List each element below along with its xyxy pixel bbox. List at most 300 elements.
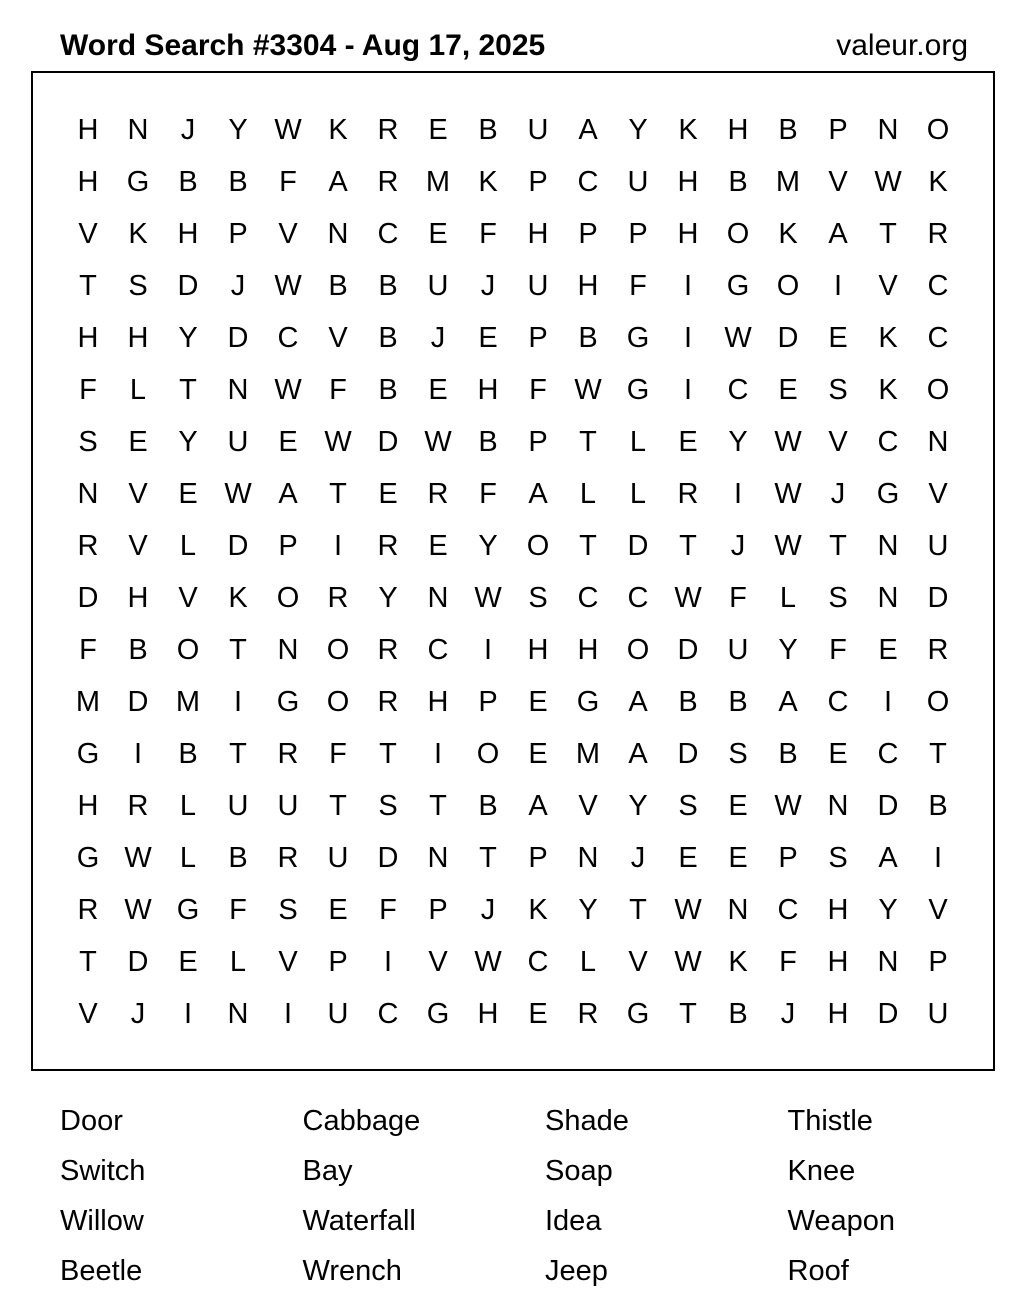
grid-letter[interactable]: C xyxy=(627,581,649,614)
grid-letter[interactable]: R xyxy=(927,633,949,666)
grid-letter[interactable]: H xyxy=(127,581,149,614)
grid-letter[interactable]: G xyxy=(876,477,900,510)
grid-letter[interactable]: H xyxy=(527,217,549,250)
grid-letter[interactable]: G xyxy=(126,165,150,198)
grid-letter[interactable]: E xyxy=(178,945,198,978)
grid-letter[interactable]: V xyxy=(928,893,948,926)
grid-letter[interactable]: W xyxy=(774,477,802,510)
grid-letter[interactable]: J xyxy=(480,269,496,302)
grid-letter[interactable]: C xyxy=(777,893,799,926)
grid-letter[interactable]: O xyxy=(526,529,550,562)
grid-letter[interactable]: R xyxy=(77,529,99,562)
grid-letter[interactable]: G xyxy=(626,321,650,354)
grid-letter[interactable]: W xyxy=(674,581,702,614)
grid-letter[interactable]: H xyxy=(577,269,599,302)
grid-letter[interactable]: W xyxy=(674,945,702,978)
grid-letter[interactable]: C xyxy=(527,945,549,978)
grid-letter[interactable]: P xyxy=(478,685,498,718)
grid-letter[interactable]: R xyxy=(277,841,299,874)
grid-letter[interactable]: F xyxy=(79,633,97,666)
grid-letter[interactable]: E xyxy=(778,373,798,406)
grid-letter[interactable]: B xyxy=(478,113,498,146)
grid-letter[interactable]: V xyxy=(178,581,198,614)
grid-letter[interactable]: H xyxy=(77,165,99,198)
grid-letter[interactable]: K xyxy=(728,945,748,978)
grid-letter[interactable]: P xyxy=(328,945,348,978)
grid-letter[interactable]: K xyxy=(778,217,798,250)
grid-letter[interactable]: T xyxy=(179,373,197,406)
grid-letter[interactable]: L xyxy=(129,373,147,406)
grid-letter[interactable]: W xyxy=(774,789,802,822)
grid-letter[interactable]: A xyxy=(878,841,898,874)
grid-letter[interactable]: B xyxy=(378,269,398,302)
grid-letter[interactable]: V xyxy=(878,269,898,302)
grid-letter[interactable]: C xyxy=(427,633,449,666)
grid-letter[interactable]: S xyxy=(678,789,698,822)
grid-letter[interactable]: B xyxy=(478,789,498,822)
grid-letter[interactable]: C xyxy=(727,373,749,406)
grid-letter[interactable]: B xyxy=(678,685,698,718)
grid-letter[interactable]: V xyxy=(628,945,648,978)
grid-letter[interactable]: C xyxy=(877,737,899,770)
grid-letter[interactable]: R xyxy=(377,685,399,718)
grid-letter[interactable]: E xyxy=(828,321,848,354)
grid-letter[interactable]: F xyxy=(79,373,97,406)
grid-letter[interactable]: B xyxy=(928,789,948,822)
grid-letter[interactable]: R xyxy=(427,477,449,510)
grid-letter[interactable]: M xyxy=(425,165,451,198)
grid-letter[interactable]: Y xyxy=(778,633,798,666)
grid-letter[interactable]: I xyxy=(683,321,693,354)
grid-letter[interactable]: P xyxy=(528,841,548,874)
grid-letter[interactable]: C xyxy=(827,685,849,718)
grid-letter[interactable]: T xyxy=(679,997,697,1030)
grid-letter[interactable]: C xyxy=(927,269,949,302)
grid-letter[interactable]: F xyxy=(379,893,397,926)
grid-letter[interactable]: D xyxy=(127,685,149,718)
grid-letter[interactable]: K xyxy=(478,165,498,198)
grid-letter[interactable]: N xyxy=(127,113,149,146)
grid-letter[interactable]: T xyxy=(229,737,247,770)
grid-letter[interactable]: B xyxy=(378,373,398,406)
grid-letter[interactable]: O xyxy=(326,633,350,666)
grid-letter[interactable]: W xyxy=(274,373,302,406)
grid-letter[interactable]: M xyxy=(75,685,101,718)
grid-letter[interactable]: S xyxy=(278,893,298,926)
grid-letter[interactable]: E xyxy=(528,997,548,1030)
grid-letter[interactable]: L xyxy=(779,581,797,614)
grid-letter[interactable]: I xyxy=(683,373,693,406)
grid-letter[interactable]: T xyxy=(579,529,597,562)
grid-letter[interactable]: R xyxy=(127,789,149,822)
grid-letter[interactable]: G xyxy=(76,737,100,770)
grid-letter[interactable]: P xyxy=(528,165,548,198)
grid-letter[interactable]: N xyxy=(877,945,899,978)
grid-letter[interactable]: I xyxy=(733,477,743,510)
grid-letter[interactable]: N xyxy=(227,373,249,406)
grid-letter[interactable]: P xyxy=(428,893,448,926)
grid-letter[interactable]: W xyxy=(474,581,502,614)
grid-letter[interactable]: P xyxy=(528,425,548,458)
grid-letter[interactable]: A xyxy=(778,685,798,718)
grid-letter[interactable]: F xyxy=(329,373,347,406)
grid-letter[interactable]: K xyxy=(128,217,148,250)
grid-letter[interactable]: L xyxy=(579,945,597,978)
grid-letter[interactable]: V xyxy=(278,217,298,250)
grid-letter[interactable]: K xyxy=(878,321,898,354)
grid-letter[interactable]: S xyxy=(78,425,98,458)
grid-letter[interactable]: T xyxy=(329,789,347,822)
grid-letter[interactable]: C xyxy=(577,581,599,614)
grid-letter[interactable]: F xyxy=(779,945,797,978)
grid-letter[interactable]: G xyxy=(276,685,300,718)
grid-letter[interactable]: P xyxy=(778,841,798,874)
grid-letter[interactable]: U xyxy=(527,269,549,302)
grid-letter[interactable]: O xyxy=(926,113,950,146)
grid-letter[interactable]: U xyxy=(627,165,649,198)
grid-letter[interactable]: H xyxy=(827,997,849,1030)
grid-letter[interactable]: A xyxy=(528,477,548,510)
grid-letter[interactable]: F xyxy=(479,477,497,510)
grid-letter[interactable]: B xyxy=(328,269,348,302)
grid-letter[interactable]: J xyxy=(780,997,796,1030)
grid-letter[interactable]: U xyxy=(927,997,949,1030)
grid-letter[interactable]: J xyxy=(130,997,146,1030)
grid-letter[interactable]: I xyxy=(283,997,293,1030)
grid-letter[interactable]: T xyxy=(579,425,597,458)
grid-letter[interactable]: D xyxy=(877,997,899,1030)
grid-letter[interactable]: K xyxy=(878,373,898,406)
grid-letter[interactable]: S xyxy=(378,789,398,822)
grid-letter[interactable]: D xyxy=(177,269,199,302)
grid-letter[interactable]: T xyxy=(879,217,897,250)
grid-letter[interactable]: U xyxy=(927,529,949,562)
grid-letter[interactable]: B xyxy=(228,165,248,198)
grid-letter[interactable]: T xyxy=(829,529,847,562)
grid-letter[interactable]: U xyxy=(527,113,549,146)
grid-letter[interactable]: F xyxy=(479,217,497,250)
grid-letter[interactable]: P xyxy=(278,529,298,562)
grid-letter[interactable]: R xyxy=(327,581,349,614)
grid-letter[interactable]: D xyxy=(677,633,699,666)
grid-letter[interactable]: W xyxy=(674,893,702,926)
grid-letter[interactable]: T xyxy=(379,737,397,770)
grid-letter[interactable]: H xyxy=(77,113,99,146)
grid-letter[interactable]: H xyxy=(527,633,549,666)
grid-letter[interactable]: E xyxy=(678,425,698,458)
grid-letter[interactable]: O xyxy=(726,217,750,250)
grid-letter[interactable]: B xyxy=(128,633,148,666)
grid-letter[interactable]: Y xyxy=(178,321,198,354)
grid-letter[interactable]: A xyxy=(278,477,298,510)
grid-letter[interactable]: V xyxy=(828,165,848,198)
grid-letter[interactable]: R xyxy=(377,529,399,562)
grid-letter[interactable]: W xyxy=(274,113,302,146)
grid-letter[interactable]: H xyxy=(427,685,449,718)
grid-letter[interactable]: N xyxy=(77,477,99,510)
grid-letter[interactable]: N xyxy=(427,841,449,874)
grid-letter[interactable]: G xyxy=(726,269,750,302)
grid-letter[interactable]: G xyxy=(626,997,650,1030)
grid-letter[interactable]: E xyxy=(428,529,448,562)
grid-letter[interactable]: H xyxy=(577,633,599,666)
grid-letter[interactable]: K xyxy=(928,165,948,198)
grid-letter[interactable]: E xyxy=(378,477,398,510)
grid-letter[interactable]: D xyxy=(627,529,649,562)
grid-letter[interactable]: T xyxy=(929,737,947,770)
grid-letter[interactable]: M xyxy=(175,685,201,718)
grid-letter[interactable]: L xyxy=(229,945,247,978)
grid-letter[interactable]: U xyxy=(227,789,249,822)
grid-letter[interactable]: V xyxy=(828,425,848,458)
grid-letter[interactable]: S xyxy=(828,373,848,406)
grid-letter[interactable]: I xyxy=(333,529,343,562)
grid-letter[interactable]: T xyxy=(679,529,697,562)
grid-letter[interactable]: B xyxy=(728,165,748,198)
grid-letter[interactable]: I xyxy=(883,685,893,718)
grid-letter[interactable]: D xyxy=(127,945,149,978)
grid-letter[interactable]: B xyxy=(228,841,248,874)
grid-letter[interactable]: T xyxy=(329,477,347,510)
grid-letter[interactable]: V xyxy=(128,529,148,562)
grid-letter[interactable]: E xyxy=(878,633,898,666)
grid-letter[interactable]: V xyxy=(928,477,948,510)
grid-letter[interactable]: G xyxy=(176,893,200,926)
grid-letter[interactable]: L xyxy=(179,789,197,822)
grid-letter[interactable]: J xyxy=(630,841,646,874)
grid-letter[interactable]: Y xyxy=(478,529,498,562)
grid-letter[interactable]: R xyxy=(377,113,399,146)
grid-letter[interactable]: C xyxy=(577,165,599,198)
grid-letter[interactable]: A xyxy=(528,789,548,822)
grid-letter[interactable]: N xyxy=(827,789,849,822)
grid-letter[interactable]: O xyxy=(626,633,650,666)
grid-letter[interactable]: A xyxy=(628,737,648,770)
grid-letter[interactable]: J xyxy=(180,113,196,146)
grid-letter[interactable]: V xyxy=(78,997,98,1030)
grid-letter[interactable]: N xyxy=(577,841,599,874)
grid-letter[interactable]: K xyxy=(528,893,548,926)
grid-letter[interactable]: C xyxy=(277,321,299,354)
grid-letter[interactable]: P xyxy=(928,945,948,978)
grid-letter[interactable]: I xyxy=(133,737,143,770)
grid-letter[interactable]: F xyxy=(729,581,747,614)
grid-letter[interactable]: Y xyxy=(628,113,648,146)
grid-letter[interactable]: C xyxy=(927,321,949,354)
grid-letter[interactable]: F xyxy=(629,269,647,302)
grid-letter[interactable]: H xyxy=(477,373,499,406)
grid-letter[interactable]: V xyxy=(128,477,148,510)
grid-letter[interactable]: C xyxy=(877,425,899,458)
grid-letter[interactable]: H xyxy=(77,321,99,354)
grid-letter[interactable]: P xyxy=(528,321,548,354)
grid-letter[interactable]: F xyxy=(529,373,547,406)
grid-letter[interactable]: O xyxy=(476,737,500,770)
grid-letter[interactable]: E xyxy=(328,893,348,926)
grid-letter[interactable]: N xyxy=(427,581,449,614)
grid-letter[interactable]: E xyxy=(428,373,448,406)
grid-letter[interactable]: I xyxy=(683,269,693,302)
grid-letter[interactable]: W xyxy=(274,269,302,302)
grid-letter[interactable]: E xyxy=(728,789,748,822)
grid-letter[interactable]: U xyxy=(227,425,249,458)
grid-letter[interactable]: F xyxy=(229,893,247,926)
grid-letter[interactable]: I xyxy=(833,269,843,302)
grid-letter[interactable]: R xyxy=(377,633,399,666)
grid-letter[interactable]: P xyxy=(828,113,848,146)
grid-letter[interactable]: L xyxy=(579,477,597,510)
grid-letter[interactable]: N xyxy=(327,217,349,250)
grid-letter[interactable]: R xyxy=(277,737,299,770)
grid-letter[interactable]: T xyxy=(429,789,447,822)
grid-letter[interactable]: W xyxy=(874,165,902,198)
grid-letter[interactable]: D xyxy=(227,321,249,354)
grid-letter[interactable]: O xyxy=(326,685,350,718)
grid-letter[interactable]: W xyxy=(224,477,252,510)
grid-letter[interactable]: O xyxy=(776,269,800,302)
grid-letter[interactable]: D xyxy=(927,581,949,614)
grid-letter[interactable]: E xyxy=(128,425,148,458)
grid-letter[interactable]: I xyxy=(233,685,243,718)
grid-letter[interactable]: M xyxy=(775,165,801,198)
grid-letter[interactable]: R xyxy=(577,997,599,1030)
grid-letter[interactable]: W xyxy=(124,841,152,874)
grid-letter[interactable]: Y xyxy=(378,581,398,614)
grid-letter[interactable]: N xyxy=(927,425,949,458)
grid-letter[interactable]: P xyxy=(228,217,248,250)
grid-letter[interactable]: H xyxy=(727,113,749,146)
grid-letter[interactable]: U xyxy=(277,789,299,822)
grid-letter[interactable]: V xyxy=(428,945,448,978)
grid-letter[interactable]: E xyxy=(528,737,548,770)
grid-letter[interactable]: E xyxy=(428,113,448,146)
grid-letter[interactable]: J xyxy=(730,529,746,562)
grid-letter[interactable]: H xyxy=(827,893,849,926)
grid-letter[interactable]: G xyxy=(626,373,650,406)
grid-letter[interactable]: E xyxy=(278,425,298,458)
grid-letter[interactable]: E xyxy=(828,737,848,770)
grid-letter[interactable]: N xyxy=(877,113,899,146)
grid-letter[interactable]: N xyxy=(877,581,899,614)
grid-letter[interactable]: D xyxy=(377,425,399,458)
grid-letter[interactable]: J xyxy=(430,321,446,354)
grid-letter[interactable]: W xyxy=(424,425,452,458)
grid-letter[interactable]: D xyxy=(677,737,699,770)
grid-letter[interactable]: O xyxy=(926,373,950,406)
grid-letter[interactable]: R xyxy=(677,477,699,510)
grid-letter[interactable]: I xyxy=(433,737,443,770)
grid-letter[interactable]: W xyxy=(474,945,502,978)
grid-letter[interactable]: J xyxy=(830,477,846,510)
grid-letter[interactable]: B xyxy=(728,685,748,718)
grid-letter[interactable]: U xyxy=(327,997,349,1030)
grid-letter[interactable]: V xyxy=(78,217,98,250)
grid-letter[interactable]: Y xyxy=(578,893,598,926)
grid-letter[interactable]: O xyxy=(276,581,300,614)
grid-letter[interactable]: H xyxy=(677,217,699,250)
grid-letter[interactable]: D xyxy=(77,581,99,614)
grid-letter[interactable]: G xyxy=(426,997,450,1030)
grid-letter[interactable]: I xyxy=(183,997,193,1030)
grid-letter[interactable]: B xyxy=(478,425,498,458)
grid-letter[interactable]: E xyxy=(728,841,748,874)
grid-letter[interactable]: T xyxy=(229,633,247,666)
grid-letter[interactable]: S xyxy=(128,269,148,302)
grid-letter[interactable]: G xyxy=(76,841,100,874)
grid-letter[interactable]: J xyxy=(480,893,496,926)
grid-letter[interactable]: K xyxy=(328,113,348,146)
grid-letter[interactable]: T xyxy=(479,841,497,874)
grid-letter[interactable]: D xyxy=(777,321,799,354)
grid-letter[interactable]: N xyxy=(877,529,899,562)
grid-letter[interactable]: D xyxy=(877,789,899,822)
grid-letter[interactable]: B xyxy=(178,165,198,198)
grid-letter[interactable]: V xyxy=(278,945,298,978)
grid-letter[interactable]: J xyxy=(230,269,246,302)
grid-letter[interactable]: H xyxy=(827,945,849,978)
grid-letter[interactable]: N xyxy=(727,893,749,926)
grid-letter[interactable]: L xyxy=(629,477,647,510)
grid-letter[interactable]: W xyxy=(724,321,752,354)
grid-letter[interactable]: I xyxy=(483,633,493,666)
grid-letter[interactable]: N xyxy=(277,633,299,666)
grid-letter[interactable]: Y xyxy=(628,789,648,822)
grid-letter[interactable]: D xyxy=(227,529,249,562)
grid-letter[interactable]: G xyxy=(576,685,600,718)
grid-letter[interactable]: W xyxy=(324,425,352,458)
grid-letter[interactable]: F xyxy=(829,633,847,666)
grid-letter[interactable]: N xyxy=(227,997,249,1030)
grid-letter[interactable]: I xyxy=(933,841,943,874)
grid-letter[interactable]: V xyxy=(328,321,348,354)
grid-letter[interactable]: R xyxy=(77,893,99,926)
grid-letter[interactable]: U xyxy=(727,633,749,666)
grid-letter[interactable]: C xyxy=(377,217,399,250)
grid-letter[interactable]: B xyxy=(378,321,398,354)
grid-letter[interactable]: L xyxy=(179,841,197,874)
grid-letter[interactable]: S xyxy=(828,841,848,874)
grid-letter[interactable]: Y xyxy=(878,893,898,926)
grid-letter[interactable]: A xyxy=(578,113,598,146)
grid-letter[interactable]: U xyxy=(427,269,449,302)
grid-letter[interactable]: A xyxy=(328,165,348,198)
grid-letter[interactable]: H xyxy=(177,217,199,250)
grid-letter[interactable]: W xyxy=(774,425,802,458)
grid-letter[interactable]: Y xyxy=(228,113,248,146)
grid-letter[interactable]: W xyxy=(774,529,802,562)
grid-letter[interactable]: K xyxy=(678,113,698,146)
grid-letter[interactable]: S xyxy=(528,581,548,614)
grid-letter[interactable]: B xyxy=(728,997,748,1030)
grid-letter[interactable]: T xyxy=(79,945,97,978)
grid-letter[interactable]: K xyxy=(228,581,248,614)
grid-letter[interactable]: A xyxy=(828,217,848,250)
grid-letter[interactable]: L xyxy=(179,529,197,562)
grid-letter[interactable]: D xyxy=(377,841,399,874)
grid-letter[interactable]: E xyxy=(178,477,198,510)
grid-letter[interactable]: E xyxy=(428,217,448,250)
grid-letter[interactable]: H xyxy=(77,789,99,822)
grid-letter[interactable]: R xyxy=(927,217,949,250)
grid-letter[interactable]: R xyxy=(377,165,399,198)
grid-letter[interactable]: W xyxy=(124,893,152,926)
grid-letter[interactable]: Y xyxy=(178,425,198,458)
grid-letter[interactable]: E xyxy=(478,321,498,354)
grid-letter[interactable]: B xyxy=(578,321,598,354)
grid-letter[interactable]: S xyxy=(828,581,848,614)
grid-letter[interactable]: M xyxy=(575,737,601,770)
grid-letter[interactable]: H xyxy=(477,997,499,1030)
